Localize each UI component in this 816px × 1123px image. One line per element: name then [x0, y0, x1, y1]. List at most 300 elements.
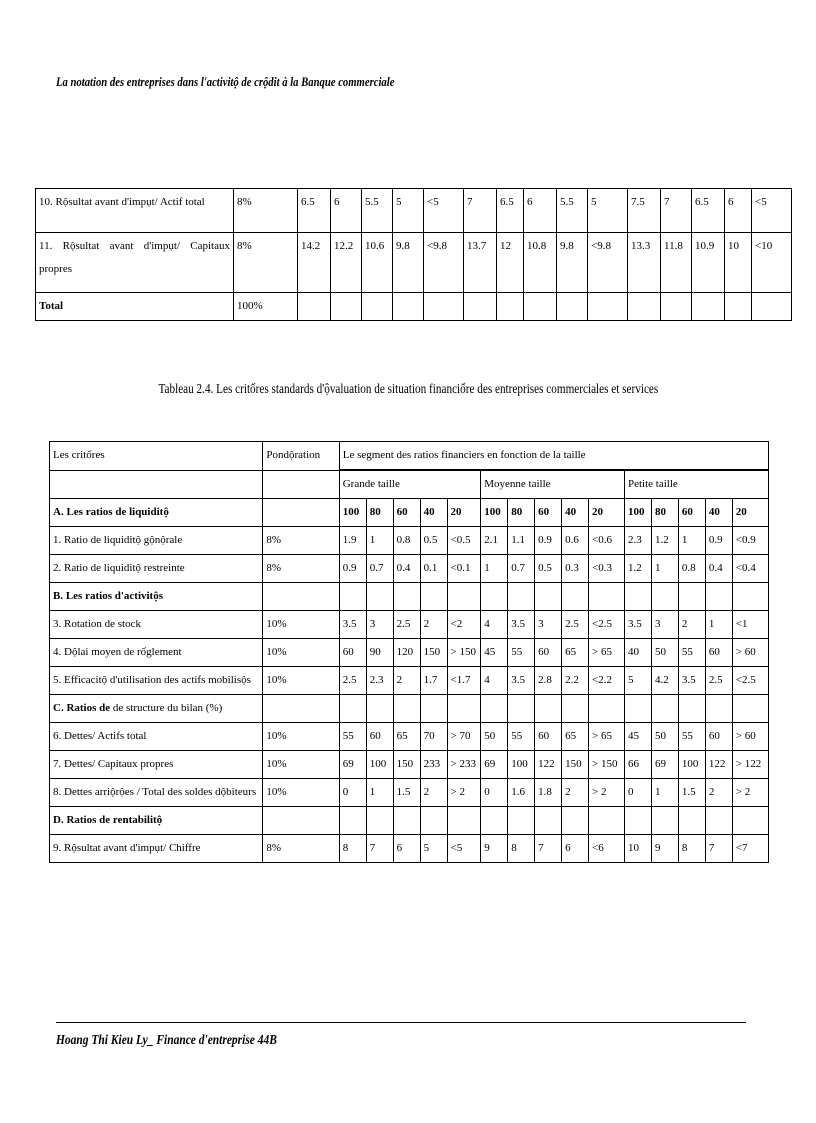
value-cell: 3: [535, 611, 562, 639]
weight-cell: 8%: [234, 189, 298, 233]
value-cell: 100: [508, 751, 535, 779]
value-cell: 60: [705, 639, 732, 667]
value-cell: [331, 293, 362, 321]
value-cell: <2: [447, 611, 481, 639]
value-cell: 1: [678, 527, 705, 555]
footer-divider: [56, 1022, 746, 1023]
value-cell: 1.7: [420, 667, 447, 695]
value-cell: <0.6: [589, 527, 625, 555]
value-cell: <5: [752, 189, 792, 233]
table-row: [50, 835, 769, 863]
value-cell: 1.5: [678, 779, 705, 807]
empty-cell: [366, 695, 393, 723]
criteria-table-continued: [35, 188, 792, 321]
criterion-label: 5. Efficacitộ d'utilisation des actifs mobilisộs: [50, 667, 263, 695]
empty-cell: [481, 807, 508, 835]
value-cell: 2: [678, 611, 705, 639]
empty-cell: [447, 583, 481, 611]
empty-cell: [562, 583, 589, 611]
segment-header: Le segment des ratios financiers en fonction de la taille: [339, 442, 768, 470]
value-cell: 50: [481, 723, 508, 751]
table-row: [50, 667, 769, 695]
value-cell: [692, 293, 725, 321]
empty-cell: [624, 583, 651, 611]
empty-cell: [420, 695, 447, 723]
table-caption: Tableau 2.4. Les critốres standards d'ộvaluation de situation financiốre des entreprises commerciales et services: [158, 382, 658, 397]
value-cell: 3: [366, 611, 393, 639]
value-cell: 2: [420, 611, 447, 639]
value-cell: 65: [562, 723, 589, 751]
value-cell: 5.5: [362, 189, 393, 233]
table-row: [50, 611, 769, 639]
value-cell: 150: [562, 751, 589, 779]
score-cell: 100: [481, 499, 508, 527]
criterion-label: Total: [36, 293, 234, 321]
value-cell: 5.5: [557, 189, 588, 233]
value-cell: 60: [705, 723, 732, 751]
value-cell: <0.9: [732, 527, 768, 555]
value-cell: 5: [588, 189, 628, 233]
empty-cell: [393, 583, 420, 611]
value-cell: 2.5: [339, 667, 366, 695]
empty-cell: [624, 807, 651, 835]
score-cell: 20: [732, 499, 768, 527]
table-row: [50, 555, 769, 583]
criterion-label: 3. Rotation de stock: [50, 611, 263, 639]
value-cell: 10: [725, 233, 752, 293]
value-cell: 0.9: [339, 555, 366, 583]
empty-cell: [263, 583, 339, 611]
value-cell: 60: [339, 639, 366, 667]
value-cell: > 60: [732, 723, 768, 751]
value-cell: <0.1: [447, 555, 481, 583]
value-cell: 55: [339, 723, 366, 751]
value-cell: 6.5: [692, 189, 725, 233]
value-cell: 100: [366, 751, 393, 779]
value-cell: 122: [705, 751, 732, 779]
value-cell: 4.2: [651, 667, 678, 695]
score-cell: 20: [589, 499, 625, 527]
criterion-label: 2. Ratio de liquiditộ restreinte: [50, 555, 263, 583]
value-cell: 5: [624, 667, 651, 695]
weight-cell: 10%: [263, 751, 339, 779]
empty-cell: [263, 807, 339, 835]
value-cell: 6.5: [497, 189, 524, 233]
value-cell: 3.5: [678, 667, 705, 695]
value-cell: 55: [678, 639, 705, 667]
value-cell: 2.5: [393, 611, 420, 639]
score-cell: 20: [447, 499, 481, 527]
section-row: [50, 807, 769, 835]
value-cell: 50: [651, 639, 678, 667]
value-cell: 1.8: [535, 779, 562, 807]
value-cell: 60: [535, 639, 562, 667]
empty-cell: [420, 807, 447, 835]
value-cell: 0.6: [562, 527, 589, 555]
value-cell: <5: [447, 835, 481, 863]
value-cell: 1.2: [624, 555, 651, 583]
value-cell: 150: [393, 751, 420, 779]
value-cell: 8: [339, 835, 366, 863]
section-title-text: C. Ratios de: [53, 702, 111, 714]
value-cell: 1: [481, 555, 508, 583]
value-cell: 1.2: [651, 527, 678, 555]
value-cell: 100: [678, 751, 705, 779]
value-cell: 7: [535, 835, 562, 863]
value-cell: 12: [497, 233, 524, 293]
criterion-label: 4. Dộlai moyen de rốglement: [50, 639, 263, 667]
value-cell: 10.8: [524, 233, 557, 293]
weight-cell: 10%: [263, 667, 339, 695]
value-cell: 3.5: [508, 611, 535, 639]
empty-cell: [263, 499, 339, 527]
value-cell: 8: [678, 835, 705, 863]
weight-cell: 10%: [263, 639, 339, 667]
criterion-label: 7. Dettes/ Capitaux propres: [50, 751, 263, 779]
value-cell: 3: [651, 611, 678, 639]
empty-cell: [705, 583, 732, 611]
value-cell: 4: [481, 667, 508, 695]
empty-cell: [732, 695, 768, 723]
empty-cell: [481, 695, 508, 723]
empty-cell: [508, 807, 535, 835]
value-cell: [464, 293, 497, 321]
section-title-text: D. Ratios de rentabilitộ: [53, 814, 163, 826]
value-cell: 1: [651, 779, 678, 807]
value-cell: <2.5: [589, 611, 625, 639]
criterion-label: 11. Rộsultat avant d'impụt/ Capitaux propres: [36, 233, 234, 293]
section-title: [50, 695, 263, 723]
empty-cell: [339, 583, 366, 611]
value-cell: 7: [366, 835, 393, 863]
value-cell: [661, 293, 692, 321]
value-cell: [497, 293, 524, 321]
value-cell: 1.5: [393, 779, 420, 807]
table-row: [36, 189, 792, 233]
value-cell: > 150: [589, 751, 625, 779]
value-cell: 120: [393, 639, 420, 667]
value-cell: [362, 293, 393, 321]
value-cell: 14.2: [298, 233, 331, 293]
value-cell: 1: [651, 555, 678, 583]
section-row: [50, 695, 769, 723]
empty-cell: [678, 695, 705, 723]
empty-cell: [339, 695, 366, 723]
empty-cell: [651, 583, 678, 611]
value-cell: 65: [562, 639, 589, 667]
value-cell: [393, 293, 424, 321]
empty-cell: [732, 583, 768, 611]
empty-cell: [624, 695, 651, 723]
value-cell: 3.5: [624, 611, 651, 639]
empty-cell: [508, 583, 535, 611]
value-cell: > 2: [447, 779, 481, 807]
empty-cell: [535, 695, 562, 723]
empty-cell: [393, 807, 420, 835]
score-cell: 40: [562, 499, 589, 527]
value-cell: 1: [366, 527, 393, 555]
criteria-table: [49, 441, 769, 863]
value-cell: 5: [393, 189, 424, 233]
value-cell: > 60: [732, 639, 768, 667]
score-cell: 40: [420, 499, 447, 527]
weight-cell: 8%: [263, 555, 339, 583]
value-cell: 6.5: [298, 189, 331, 233]
section-row: [50, 583, 769, 611]
value-cell: 6: [393, 835, 420, 863]
value-cell: 60: [535, 723, 562, 751]
empty-cell: [263, 695, 339, 723]
value-cell: 55: [508, 723, 535, 751]
value-cell: <0.3: [589, 555, 625, 583]
score-cell: 80: [508, 499, 535, 527]
value-cell: 45: [481, 639, 508, 667]
value-cell: 5: [420, 835, 447, 863]
score-cell: 100: [624, 499, 651, 527]
empty-cell: [562, 695, 589, 723]
table-row: [50, 639, 769, 667]
value-cell: 2.5: [562, 611, 589, 639]
score-cell: 60: [678, 499, 705, 527]
empty-cell: [263, 471, 339, 499]
value-cell: <0.4: [732, 555, 768, 583]
value-cell: 9.8: [393, 233, 424, 293]
score-cell: 80: [651, 499, 678, 527]
value-cell: 7: [661, 189, 692, 233]
value-cell: > 70: [447, 723, 481, 751]
value-cell: 2.1: [481, 527, 508, 555]
value-cell: 122: [535, 751, 562, 779]
value-cell: 2: [562, 779, 589, 807]
value-cell: <9.8: [588, 233, 628, 293]
score-cell: 100: [339, 499, 366, 527]
section-title: A. Les ratios de liquiditộ: [50, 499, 263, 527]
value-cell: 7.5: [628, 189, 661, 233]
value-cell: [725, 293, 752, 321]
empty-cell: [589, 807, 625, 835]
value-cell: > 122: [732, 751, 768, 779]
value-cell: 9: [481, 835, 508, 863]
empty-cell: [678, 807, 705, 835]
value-cell: 6: [725, 189, 752, 233]
value-cell: 1.9: [339, 527, 366, 555]
value-cell: > 2: [589, 779, 625, 807]
empty-cell: [420, 583, 447, 611]
value-cell: 55: [508, 639, 535, 667]
criterion-label: 8. Dettes arriộrộes / Total des soldes dộbiteurs: [50, 779, 263, 807]
value-cell: 2: [705, 779, 732, 807]
value-cell: 0.4: [393, 555, 420, 583]
value-cell: 65: [393, 723, 420, 751]
weight-cell: 8%: [263, 527, 339, 555]
value-cell: <9.8: [424, 233, 464, 293]
score-cell: 40: [705, 499, 732, 527]
empty-cell: [535, 583, 562, 611]
value-cell: 6: [524, 189, 557, 233]
value-cell: 12.2: [331, 233, 362, 293]
value-cell: 13.7: [464, 233, 497, 293]
criterion-label: 1. Ratio de liquiditộ gộnộrale: [50, 527, 263, 555]
value-cell: 90: [366, 639, 393, 667]
value-cell: 0.9: [705, 527, 732, 555]
table-row: [50, 527, 769, 555]
value-cell: [588, 293, 628, 321]
value-cell: 6: [562, 835, 589, 863]
table-row: [50, 751, 769, 779]
value-cell: 0.7: [366, 555, 393, 583]
value-cell: 55: [678, 723, 705, 751]
value-cell: 2: [393, 667, 420, 695]
value-cell: 9: [651, 835, 678, 863]
value-cell: 3.5: [339, 611, 366, 639]
value-cell: > 2: [732, 779, 768, 807]
value-cell: 0.7: [508, 555, 535, 583]
value-cell: <1.7: [447, 667, 481, 695]
value-cell: 0.8: [393, 527, 420, 555]
value-cell: <1: [732, 611, 768, 639]
weight-cell: 10%: [263, 723, 339, 751]
value-cell: <0.5: [447, 527, 481, 555]
value-cell: 1.6: [508, 779, 535, 807]
section-title: [50, 807, 263, 835]
value-cell: <7: [732, 835, 768, 863]
empty-cell: [589, 583, 625, 611]
value-cell: 0: [339, 779, 366, 807]
weight-cell: 8%: [263, 835, 339, 863]
value-cell: 10: [624, 835, 651, 863]
table-row: [36, 233, 792, 293]
value-cell: 233: [420, 751, 447, 779]
value-cell: 6: [331, 189, 362, 233]
value-cell: [524, 293, 557, 321]
value-cell: <5: [424, 189, 464, 233]
value-cell: 50: [651, 723, 678, 751]
score-cell: 60: [535, 499, 562, 527]
value-cell: 70: [420, 723, 447, 751]
size-row: [50, 471, 769, 499]
empty-cell: [481, 583, 508, 611]
value-cell: 3.5: [508, 667, 535, 695]
value-cell: 8: [508, 835, 535, 863]
table-row: [50, 779, 769, 807]
value-cell: 2.8: [535, 667, 562, 695]
criteria-header: Les critốres: [50, 442, 263, 471]
value-cell: 10.6: [362, 233, 393, 293]
value-cell: 2.3: [366, 667, 393, 695]
empty-cell: [651, 807, 678, 835]
criterion-label: 10. Rộsultat avant d'impụt/ Actif total: [36, 189, 234, 233]
value-cell: 4: [481, 611, 508, 639]
value-cell: 2.5: [705, 667, 732, 695]
size-grande: Grande taille: [339, 471, 481, 499]
value-cell: 0.1: [420, 555, 447, 583]
header-row: [50, 442, 769, 470]
value-cell: 40: [624, 639, 651, 667]
empty-cell: [508, 695, 535, 723]
value-cell: 45: [624, 723, 651, 751]
value-cell: 9.8: [557, 233, 588, 293]
empty-cell: [678, 583, 705, 611]
value-cell: 0.9: [535, 527, 562, 555]
value-cell: 2.3: [624, 527, 651, 555]
value-cell: <2.2: [589, 667, 625, 695]
size-moyenne: Moyenne taille: [481, 471, 625, 499]
section-title-text: de structure du bilan (%): [110, 702, 223, 714]
value-cell: 66: [624, 751, 651, 779]
empty-cell: [705, 807, 732, 835]
value-cell: 69: [481, 751, 508, 779]
value-cell: 0.4: [705, 555, 732, 583]
size-petite: Petite taille: [624, 471, 768, 499]
value-cell: 2: [420, 779, 447, 807]
value-cell: 1: [366, 779, 393, 807]
value-cell: 7: [464, 189, 497, 233]
value-cell: > 150: [447, 639, 481, 667]
value-cell: 69: [339, 751, 366, 779]
empty-cell: [589, 695, 625, 723]
table-row: [50, 723, 769, 751]
value-cell: [298, 293, 331, 321]
value-cell: 0.8: [678, 555, 705, 583]
weight-header: Pondộration: [263, 442, 339, 471]
value-cell: [557, 293, 588, 321]
score-row: [50, 499, 769, 527]
empty-cell: [732, 807, 768, 835]
value-cell: 0: [624, 779, 651, 807]
value-cell: 0: [481, 779, 508, 807]
value-cell: 0.5: [420, 527, 447, 555]
value-cell: <10: [752, 233, 792, 293]
criterion-label: 6. Dettes/ Actifs total: [50, 723, 263, 751]
value-cell: 60: [366, 723, 393, 751]
empty-cell: [535, 807, 562, 835]
value-cell: 2.2: [562, 667, 589, 695]
value-cell: 69: [651, 751, 678, 779]
value-cell: <2.5: [732, 667, 768, 695]
empty-cell: [339, 807, 366, 835]
value-cell: [752, 293, 792, 321]
empty-cell: [651, 695, 678, 723]
value-cell: 1: [705, 611, 732, 639]
score-cell: 80: [366, 499, 393, 527]
empty-cell: [50, 471, 263, 499]
empty-cell: [562, 807, 589, 835]
empty-cell: [447, 695, 481, 723]
document-header: La notation des entreprises dans l'activitộ de crộdit à la Banque commerciale: [56, 74, 395, 89]
empty-cell: [705, 695, 732, 723]
value-cell: <6: [589, 835, 625, 863]
value-cell: > 233: [447, 751, 481, 779]
value-cell: 10.9: [692, 233, 725, 293]
criterion-label: 9. Rộsultat avant d'impụt/ Chiffre: [50, 835, 263, 863]
value-cell: [628, 293, 661, 321]
value-cell: 150: [420, 639, 447, 667]
weight-cell: 100%: [234, 293, 298, 321]
value-cell: > 65: [589, 639, 625, 667]
weight-cell: 8%: [234, 233, 298, 293]
value-cell: 7: [705, 835, 732, 863]
section-title: [50, 583, 263, 611]
empty-cell: [393, 695, 420, 723]
empty-cell: [447, 807, 481, 835]
document-footer: Hoang Thi Kieu Ly_ Finance d'entreprise 44B: [56, 1033, 277, 1048]
value-cell: > 65: [589, 723, 625, 751]
value-cell: 0.5: [535, 555, 562, 583]
value-cell: 13.3: [628, 233, 661, 293]
value-cell: 1.1: [508, 527, 535, 555]
value-cell: 11.8: [661, 233, 692, 293]
table-row: [36, 293, 792, 321]
